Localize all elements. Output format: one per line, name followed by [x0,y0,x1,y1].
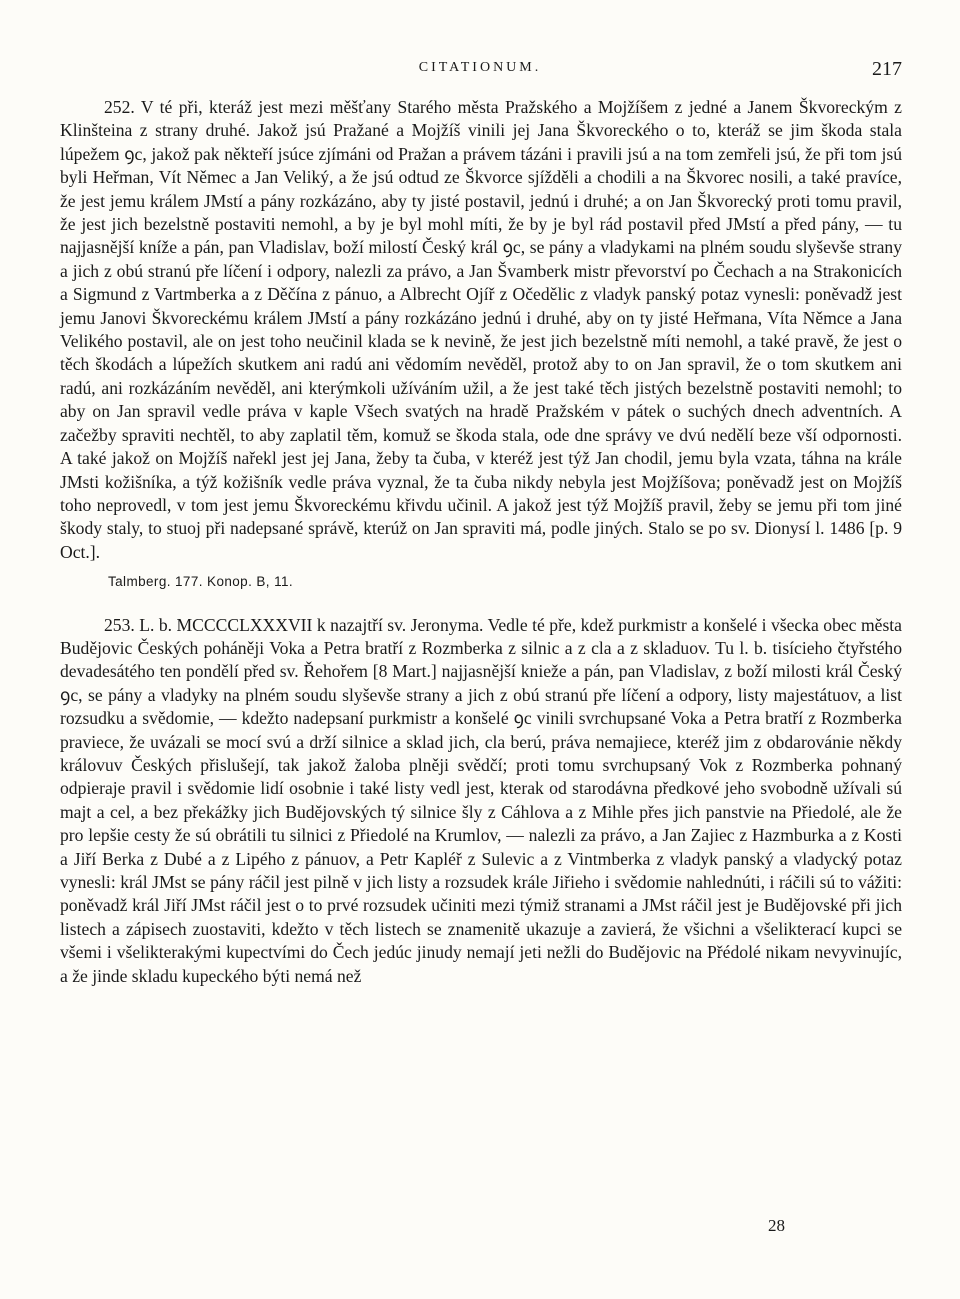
entry-253-text: 253. L. b. MCCCCLXXXVII k nazajtří sv. Jeronyma. Vedle té pře, kdež purkmistr a konšelé i všecka obec města Budějovic Českých poháněji Voka a Petra bratří z Rozmberka z silnic a z cla a z skladuov. Tu l. b. tisícieho čtyřstého devadesátého ten pondělí před sv. Řehořem [8 Mart.] najjasnější knieže a pán, pan Vladislav, z boží milosti král Český ꝯc, se pány a vladyky na plném soudu slyševše strany a jich z obú stranú pře líčení a odpory, listy majestátuov, a list rozsudku a svědomie, — kdežto nadepsaní purkmistr a konšelé ꝯc vinili svrchupsané Voka a Petra bratří z Rozmberka praviece, že uvázali se mocí svú a drží silnice a sklad jich, cla berú, práva nemajiece, kteréž jim z obdarovánie někdy královuv Českých přislušejí, tak jakož žaloba plněji svědčí; proti tomu svrchupsaný Vok z Rozmberka pohnaný odpieraje pravil i svědomie lidí osobnie i také listy vedl jest, kterak od starodávna předkové jeho svobodně užívali sú majt a cel, a bez překážky jich Budějovských tý silnice šly z Cáhlova a z Mihle přes jich panstvie na Přiedolé, ale že pro lepšie cesty že sú obrátili tu silnici z Přiedolé na Krumlov, — nalezli za právo, a Jan Zajiec z Hazmburka a z Kosti a Jiří Berka z Dubé a z Lipého z pánuov, a Petr Kapléř z Sulevic a z Vintmberka z vladyk panský a vladycký potaz vynesli: král JMst se pány ráčil jest pilně v jich listy a rozsudek krále Jiřieho i svědomie nahlednúti, i ráčili sú to vážiti: poněvadž král Jiří JMst ráčil jest o to prvé rozsudek učiniti mezi týmiž stranami a JMst ráčil jest je Budějovské při jich listech a zápisech zuostaviti, kdežto v těch listech se znamenitě ukazuje a zavierá, že všichni a všelikterací kupci se všemi i všelikterakými kupectvími do Čech jedúc jinudy nemají jeti nežli do Budějovic na Přédolé nikam nevyvinujíc, a že jinde skladu kupeckého býti nemá než [60,614,902,986]
page-body [60,96,902,988]
entry-252-source: Talmberg. 177. Konop. B, 11. [108,574,294,590]
running-title: CITATIONUM. [418,60,542,75]
entry-252-text: 252. V té při, kteráž jest mezi měšťany Starého města Pražského a Mojžíšem z jedné a Janem Škvoreckým z Klinšteina z strany druhé. Jakož jsú Pražané a Mojžíš vinili jej Jana Škvoreckého o to, kteráž se jim škoda stala lúpežem ꝯc, jakož pak někteří jsúce zjímáni od Pražan a právem tázáni i pravili jsú a na tom zemřeli jsú, že při tom jsú byli Heřman, Vít Němec a Jan Veliký, a že jsú odtud ze Škvorce sjížděli a chodili a na Škvorec nosili, a také pravíce, že jest jemu králem JMstí a pány rozkázáno, aby ty jisté postavil, jednú i druhé; a on Jan Škvorecký proti tomu pravil, že jest jich bezelstně postaviti nemohl, a by je byl mohl míti, že by je byl rád postavil před JMstí a před pány, — tu najjasnější kníže a pán, pan Vladislav, boží milostí Český král ꝯc, se pány a vladykami na plném soudu slyševše strany a jich z obú stranú pře líčení i odpory, nalezli za právo, a Jan Švamberk mistr převorství po Čechach a na Strakonicích a Sigmund z Vartmberka a z Děčína z pánuo, a Albrecht Ojíř z Očedělic z vladyk panský potaz vynesli: poněvadž jest jemu Janovi Škvoreckému králem JMstí a pány rozkázáno jednú i druhé, aby on ty jisté Heřmana, Víta Němce a Jana Velikého postavil, ale on jest toho neučinil klada se k nevině, že jest jich bezelstně míti nemohl, a také pravě, že jest o těch škodách a lúpežích skutkem ani radú ani vědomím nevěděl, protož aby to on Jan spravil, že o tom skutkem ani radú, ani rozkázáním nevěděl, ani kterýmkoli užíváním užil, a že jest také těch jistých bezelstně postaviti nemohl; to aby on Jan spravil vedle práva v kaple Všech svatých na hradě Pražském v pátek o suchých dnech adventních. A začežby spraviti nechtěl, to aby zaplatil těm, komuž se škoda stala, ode dne správy ve dvú nedělí beze vší odpornosti. A také jakož on Mojžíš nařekl jest jej Jana, žeby ta čuba, v kteréž jest týž Jan chodil, jemu byla vzata, táhna na krále JMsti kožišníka, a týž kožišník vedle práva vyznal, že ta čuba nikdy nebyla jest Mojžíšova; poněvadž jest on Mojžíš toho neprovedl, v tom jest jemu Škvoreckému křivdu učinil. A jakož jest týž Mojžíš pravil, žeby se jemu při tom jiné škody staly, to stuoj při nadepsané správě, kterúž on Jan spraviti má, podle jiných. Stalo se po sv. Dionysí l. 1486 [p. 9 Oct.]. [60,97,902,562]
signature-mark: 28 [768,1216,785,1235]
page-number: 217 [872,58,902,80]
